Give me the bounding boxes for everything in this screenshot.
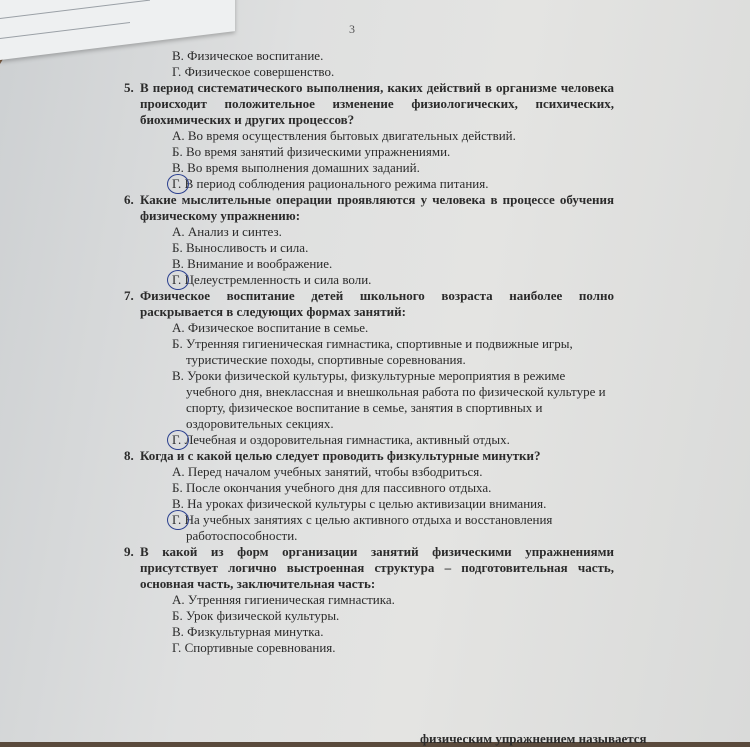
option-text: Физическое совершенство. (184, 64, 335, 79)
option-letter: В. (172, 496, 184, 511)
answer-option (124, 128, 614, 144)
option-letter: Г. (172, 512, 182, 527)
sheet-rule (0, 22, 130, 39)
answer-option (124, 608, 614, 624)
option-letter: Б. (172, 608, 183, 623)
option-letter: А. (172, 592, 185, 607)
option-text: Внимание и воображение. (187, 256, 333, 271)
answer-option (124, 320, 614, 336)
option-letter: В. (172, 48, 184, 63)
option-text: Выносливость и сила. (185, 240, 309, 255)
option-text: После окончания учебного дня для пассивного отдыха. (185, 480, 492, 495)
option-letter: А. (172, 128, 185, 143)
option-text: Утренняя гигиеническая гимнастика. (187, 592, 395, 607)
answer-option (124, 624, 614, 640)
option-text: Спортивные соревнования. (184, 640, 336, 655)
question (124, 192, 614, 224)
circled-letter (172, 432, 181, 447)
answer-option (124, 512, 614, 544)
question-list (124, 48, 614, 656)
answer-option (124, 368, 614, 432)
question-text: В какой из форм организации занятий физическими упражнениями присутствует логично выстроенная структура – подготовительная часть, основная часть, заключительная часть: (140, 544, 614, 591)
option-letter: В. (172, 624, 184, 639)
question (124, 288, 614, 320)
question (124, 448, 614, 464)
question-number: 5. (124, 80, 134, 95)
option-text: Лечебная и оздоровительная гимнастика, активный отдых. (184, 432, 510, 447)
cutoff-line: физическим упражнением называется (420, 731, 647, 746)
question-text: Когда и с какой целью следует проводить физкультурные минутки? (140, 448, 541, 463)
option-letter: Г. (172, 640, 182, 655)
page-number: 3 (349, 22, 355, 36)
option-letter: А. (172, 224, 185, 239)
option-letter: Г. (172, 176, 182, 191)
answer-option (124, 224, 614, 240)
option-letter: В. (172, 160, 184, 175)
answer-option (124, 160, 614, 176)
option-letter: А. (172, 464, 185, 479)
circled-letter (172, 272, 181, 287)
option-text: Физическое воспитание. (187, 48, 324, 63)
option-text: Перед началом учебных занятий, чтобы взбодриться. (187, 464, 483, 479)
answer-option (124, 592, 614, 608)
option-text: На учебных занятиях с целью активного отдыха и восстановления работоспособности. (184, 512, 553, 543)
answer-option (124, 640, 614, 656)
option-letter: Г. (172, 64, 182, 79)
answer-option (124, 336, 614, 368)
option-text: Утренняя гигиеническая гимнастика, спортивные и подвижные игры, туристические походы, спортивные соревнования. (185, 336, 573, 367)
question-number: 6. (124, 192, 134, 207)
answer-option (124, 272, 614, 288)
question-text: Физическое воспитание детей школьного возраста наиболее полно раскрывается в следующих формах занятий: (140, 288, 614, 319)
option-text: Физическое воспитание в семье. (187, 320, 369, 335)
option-letter: Б. (172, 240, 183, 255)
answer-option (124, 256, 614, 272)
answer-option (124, 480, 614, 496)
circled-letter (172, 512, 181, 527)
option-letter: Б. (172, 480, 183, 495)
option-letter: Г. (172, 272, 182, 287)
option-letter: Г. (172, 432, 182, 447)
answer-option (124, 176, 614, 192)
question-text: В период систематического выполнения, каких действий в организме человека происходит положительное изменение физиологических, психических, биохимических и других процессов? (140, 80, 614, 127)
option-letter: Б. (172, 336, 183, 351)
sheet-rule (0, 0, 150, 19)
answer-option (124, 240, 614, 256)
option-letter: В. (172, 256, 184, 271)
question-number: 8. (124, 448, 134, 463)
option-letter: А. (172, 320, 185, 335)
question-number: 7. (124, 288, 134, 303)
answer-option (124, 464, 614, 480)
question-text: Какие мыслительные операции проявляются у человека в процессе обучения физическому упражнению: (140, 192, 614, 223)
answer-option (124, 144, 614, 160)
question (124, 80, 614, 128)
option-text: Урок физической культуры. (185, 608, 340, 623)
option-letter: Б. (172, 144, 183, 159)
circled-letter (172, 176, 181, 191)
answer-option (124, 48, 614, 64)
answer-option (124, 432, 614, 448)
option-text: Во время занятий физическими упражнениями. (185, 144, 451, 159)
option-letter: В. (172, 368, 184, 383)
option-text: Целеустремленность и сила воли. (184, 272, 372, 287)
question (124, 544, 614, 592)
answer-option (124, 496, 614, 512)
option-text: Анализ и синтез. (187, 224, 282, 239)
option-text: Во время выполнения домашних заданий. (187, 160, 420, 175)
option-text: На уроках физической культуры с целью активизации внимания. (187, 496, 547, 511)
option-text: Уроки физической культуры, физкультурные мероприятия в режиме учебного дня, внеклассная и внешкольная работа по физической культуре и спорту, физическое воспитание в семье, занятия в спортивных и оздоровительных секциях. (186, 368, 606, 431)
option-text: В период соблюдения рационального режима питания. (184, 176, 489, 191)
answer-option (124, 64, 614, 80)
option-text: Физкультурная минутка. (187, 624, 324, 639)
option-text: Во время осуществления бытовых двигательных действий. (187, 128, 516, 143)
question-number: 9. (124, 544, 134, 559)
